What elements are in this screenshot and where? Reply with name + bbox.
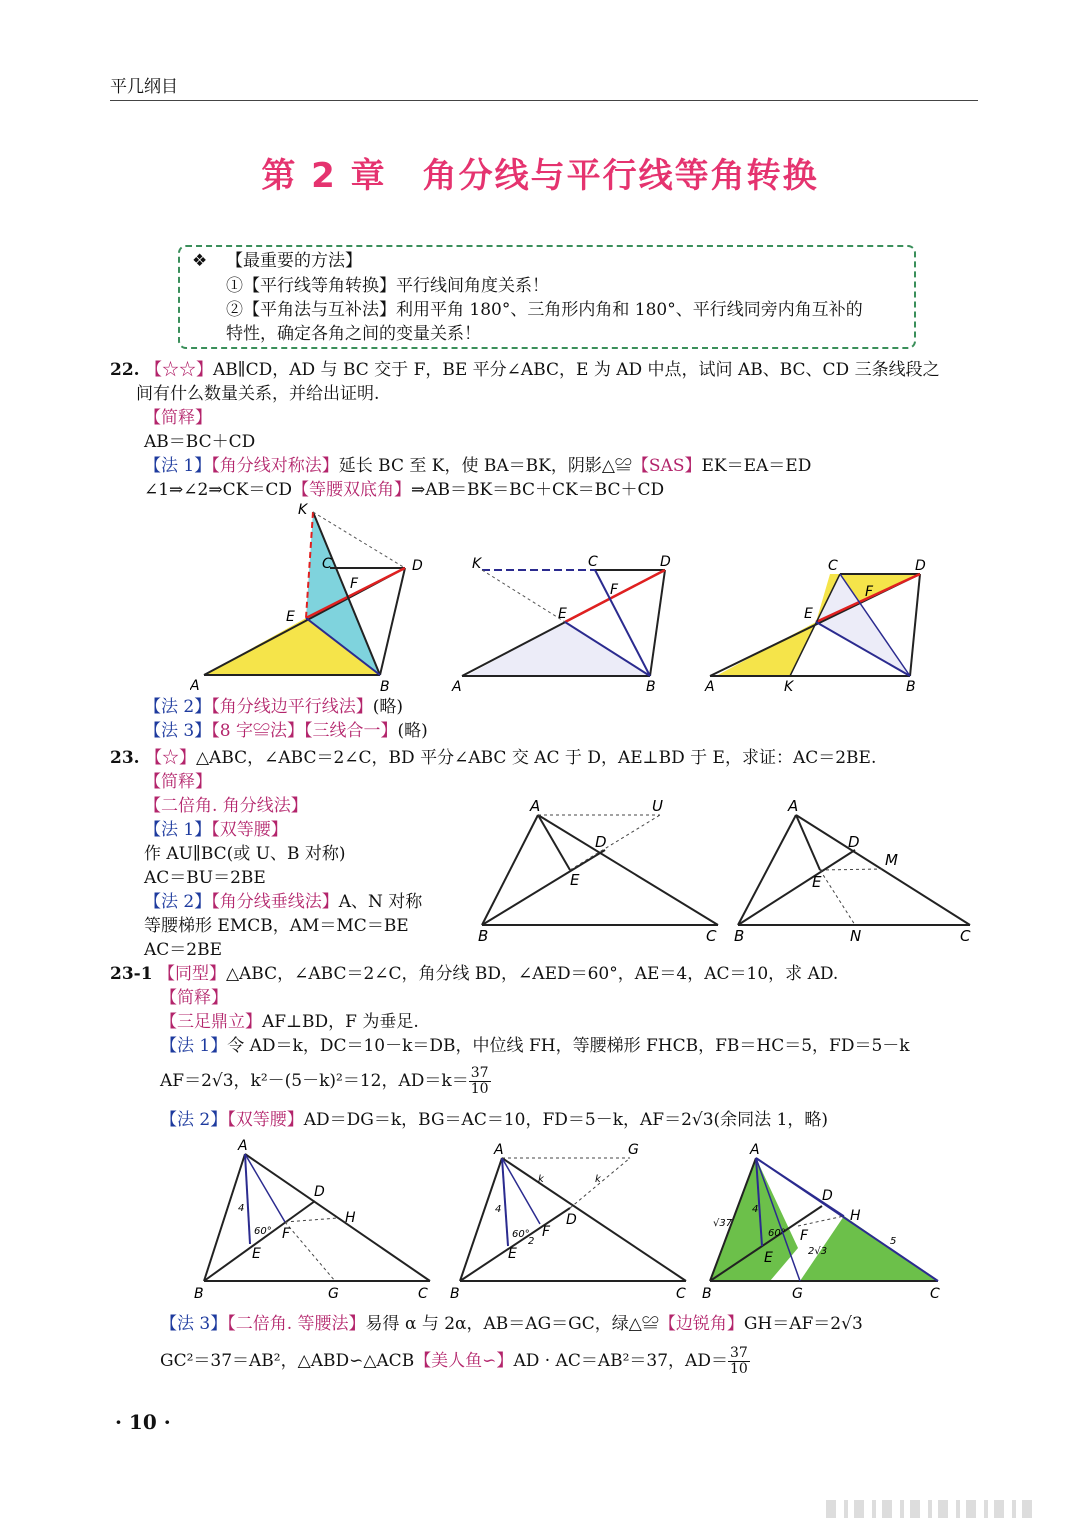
svg-text:B: B — [450, 1286, 460, 1302]
svg-text:4: 4 — [495, 1204, 502, 1215]
svg-text:2√3: 2√3 — [808, 1246, 828, 1257]
header-rule — [110, 100, 978, 101]
svg-text:E: E — [252, 1246, 261, 1262]
p22-method2: 【法 2】【角分线边平行线法】(略) — [144, 697, 403, 717]
fraction: $\frac{37}{10}$ — [470, 1065, 489, 1097]
p22-number: 22. — [110, 360, 140, 380]
svg-text:F: F — [542, 1224, 551, 1240]
page-number: · 10 · — [115, 1410, 171, 1434]
svg-text:C: C — [676, 1286, 686, 1302]
p22-method1-line2: ∠1⇒∠2⇒CK＝CD【等腰双底角】⇒AB＝BK＝BC＋CK＝BC＋CD — [144, 480, 665, 500]
p22-brief: 【简释】 — [144, 408, 212, 428]
svg-text:4: 4 — [238, 1203, 245, 1214]
svg-text:B: B — [380, 679, 390, 695]
p23-1-figure-2 — [450, 1142, 686, 1302]
svg-text:F: F — [282, 1226, 291, 1242]
p22-statement-line1 — [110, 358, 940, 382]
svg-text:2: 2 — [528, 1236, 535, 1247]
p22-figure-2 — [451, 554, 671, 695]
svg-text:B: B — [478, 927, 489, 945]
svg-text:B: B — [906, 679, 916, 695]
p23-brief: 【简释】 — [144, 772, 212, 792]
chapter-title: 第 2 章 角分线与平行线等角转换 — [261, 156, 819, 196]
svg-text:B: B — [194, 1286, 204, 1302]
svg-text:E: E — [508, 1246, 517, 1262]
svg-text:G: G — [628, 1142, 639, 1158]
svg-text:A: A — [705, 679, 715, 695]
svg-text:E: E — [286, 609, 295, 625]
p23-type: 【二倍角. 角分线法】 — [144, 796, 308, 816]
svg-text:A: A — [788, 797, 799, 815]
svg-text:M: M — [885, 851, 898, 869]
p22-stars: 【☆☆】 — [144, 360, 213, 380]
p22-method1: 【法 1】【角分线对称法】延长 BC 至 K，使 BA＝BK，阴影△≌【SAS】EK＝EA＝ED — [144, 456, 812, 476]
p23-statement: 23. 【☆】△ABC，∠ABC＝2∠C，BD 平分∠ABC 交 AC 于 D，AE⊥BD 于 E，求证：AC＝2BE. — [110, 748, 877, 768]
svg-text:5: 5 — [890, 1236, 897, 1247]
svg-text:60°: 60° — [768, 1228, 786, 1239]
p23-method2: 【法 2】【角分线垂线法】A、N 对称 — [144, 892, 423, 912]
svg-text:C: C — [960, 927, 971, 945]
svg-text:K: K — [784, 679, 794, 695]
svg-text:D: D — [660, 554, 671, 570]
box-bullet-icon: ❖ — [192, 251, 208, 271]
p23-figure-1 — [478, 797, 718, 945]
p23-figures — [470, 795, 990, 945]
svg-text:F: F — [800, 1228, 809, 1244]
svg-text:B: B — [734, 927, 745, 945]
p22-figures — [190, 500, 950, 695]
p23-1-figure-1 — [194, 1138, 430, 1302]
svg-text:A: A — [452, 679, 462, 695]
p23-1-method2: 【法 2】【双等腰】AD＝DG＝k，BG＝AC＝10，FD＝5－k，AF＝2√3(余同法 1，略) — [160, 1110, 829, 1130]
svg-text:D: D — [822, 1188, 833, 1204]
svg-text:k: k — [538, 1174, 544, 1185]
p22-stmt1: AB∥CD，AD 与 BC 交于 F，BE 平分∠ABC，E 为 AD 中点，试问 AB、BC、CD 三条线段之 — [212, 360, 940, 380]
svg-text:√37: √37 — [713, 1218, 733, 1229]
svg-text:C: C — [828, 558, 838, 574]
p23-1-figures — [190, 1136, 960, 1308]
p23-1-brief: 【简释】 — [160, 988, 228, 1008]
svg-text:A: A — [190, 678, 200, 694]
svg-text:N: N — [850, 927, 862, 945]
svg-text:E: E — [570, 871, 580, 889]
p23-1-figure-3 — [702, 1142, 940, 1302]
svg-text:C: C — [930, 1286, 940, 1302]
box-heading: 【最重要的方法】 — [226, 251, 362, 271]
svg-text:F: F — [350, 576, 359, 592]
svg-text:E: E — [804, 606, 813, 622]
p23-1-method3-line1: 【法 3】【二倍角. 等腰法】易得 α 与 2α，AB＝AG＝GC，绿△≌【边锐角】GH＝AF＝2√3 — [160, 1314, 863, 1334]
p23-m2-line1: 等腰梯形 EMCB，AM＝MC＝BE — [144, 916, 409, 936]
svg-text:C: C — [588, 554, 598, 570]
p23-method1: 【法 1】【双等腰】 — [144, 820, 288, 840]
method-box — [178, 245, 916, 349]
p22-answer: AB＝BC＋CD — [144, 432, 256, 452]
box-item-2-cont: 特性，确定各角之间的变量关系！ — [226, 324, 481, 344]
svg-text:E: E — [558, 606, 567, 622]
p22-figure-3 — [704, 558, 926, 695]
svg-text:A: A — [750, 1142, 760, 1158]
p23-1-setup: 【三足鼎立】AF⊥BD，F 为垂足. — [160, 1012, 419, 1032]
svg-text:4: 4 — [752, 1204, 759, 1215]
svg-text:D: D — [848, 833, 860, 851]
watermark-logo-icon — [826, 1498, 1056, 1520]
p23-1-method3-line2: GC²＝37＝AB²，△ABD∽△ACB【美人鱼∽】AD · AC＝AB²＝37，AD＝ $\frac{37}{10}$ — [160, 1345, 748, 1377]
svg-text:D: D — [314, 1184, 325, 1200]
svg-text:A: A — [530, 797, 541, 815]
svg-text:A: A — [238, 1138, 248, 1154]
p23-1-statement: 23-1 【同型】△ABC，∠ABC＝2∠C，角分线 BD，∠AED＝60°，AE＝4，AC＝10，求 AD. — [110, 964, 839, 984]
svg-text:C: C — [706, 927, 717, 945]
svg-text:G: G — [792, 1286, 803, 1302]
p22-method3: 【法 3】【8 字≌法】【三线合一】(略) — [144, 721, 428, 741]
p23-m2-line2: AC＝2BE — [144, 940, 223, 960]
svg-text:K: K — [472, 556, 482, 572]
svg-text:D: D — [595, 833, 607, 851]
svg-text:K: K — [298, 502, 308, 518]
svg-text:H: H — [345, 1210, 356, 1226]
box-item-2: ②【平角法与互补法】利用平角 180°、三角形内角和 180°、平行线同旁内角互补的 — [226, 300, 863, 320]
p23-1-method1: 【法 1】令 AD＝k，DC＝10－k＝DB，中位线 FH，等腰梯形 FHCB，FB＝HC＝5，FD＝5－k — [160, 1036, 910, 1056]
svg-text:E: E — [764, 1250, 773, 1266]
svg-text:D: D — [412, 558, 423, 574]
book-title: 平几纲目 — [110, 77, 178, 97]
p22-stmt2: 间有什么数量关系，并给出证明. — [136, 384, 380, 404]
box-item-1: ①【平行线等角转换】平行线间角度关系！ — [226, 276, 549, 296]
svg-text:60°: 60° — [254, 1226, 272, 1237]
p23-figure-2 — [734, 797, 971, 945]
svg-text:F: F — [610, 582, 619, 598]
svg-text:U: U — [652, 797, 663, 815]
svg-text:D: D — [915, 558, 926, 574]
p23-1-method1-line2: AF＝2√3，k²－(5－k)²＝12，AD＝k＝ $\frac{37}{10}$ — [160, 1065, 489, 1097]
svg-text:F: F — [865, 584, 874, 600]
svg-text:B: B — [646, 679, 656, 695]
svg-text:H: H — [850, 1208, 861, 1224]
svg-text:E: E — [812, 873, 822, 891]
svg-text:k: k — [595, 1174, 601, 1185]
fraction: $\frac{37}{10}$ — [729, 1345, 748, 1377]
svg-text:C: C — [418, 1286, 428, 1302]
svg-text:B: B — [702, 1286, 712, 1302]
svg-text:A: A — [494, 1142, 504, 1158]
svg-text:G: G — [328, 1286, 339, 1302]
svg-text:60°: 60° — [512, 1229, 530, 1240]
svg-text:C: C — [322, 556, 332, 572]
p23-m1-line2: AC＝BU＝2BE — [144, 868, 266, 888]
p23-m1-line1: 作 AU∥BC(或 U、B 对称) — [144, 844, 346, 864]
svg-text:D: D — [566, 1212, 577, 1228]
p22-figure-1 — [190, 502, 423, 695]
